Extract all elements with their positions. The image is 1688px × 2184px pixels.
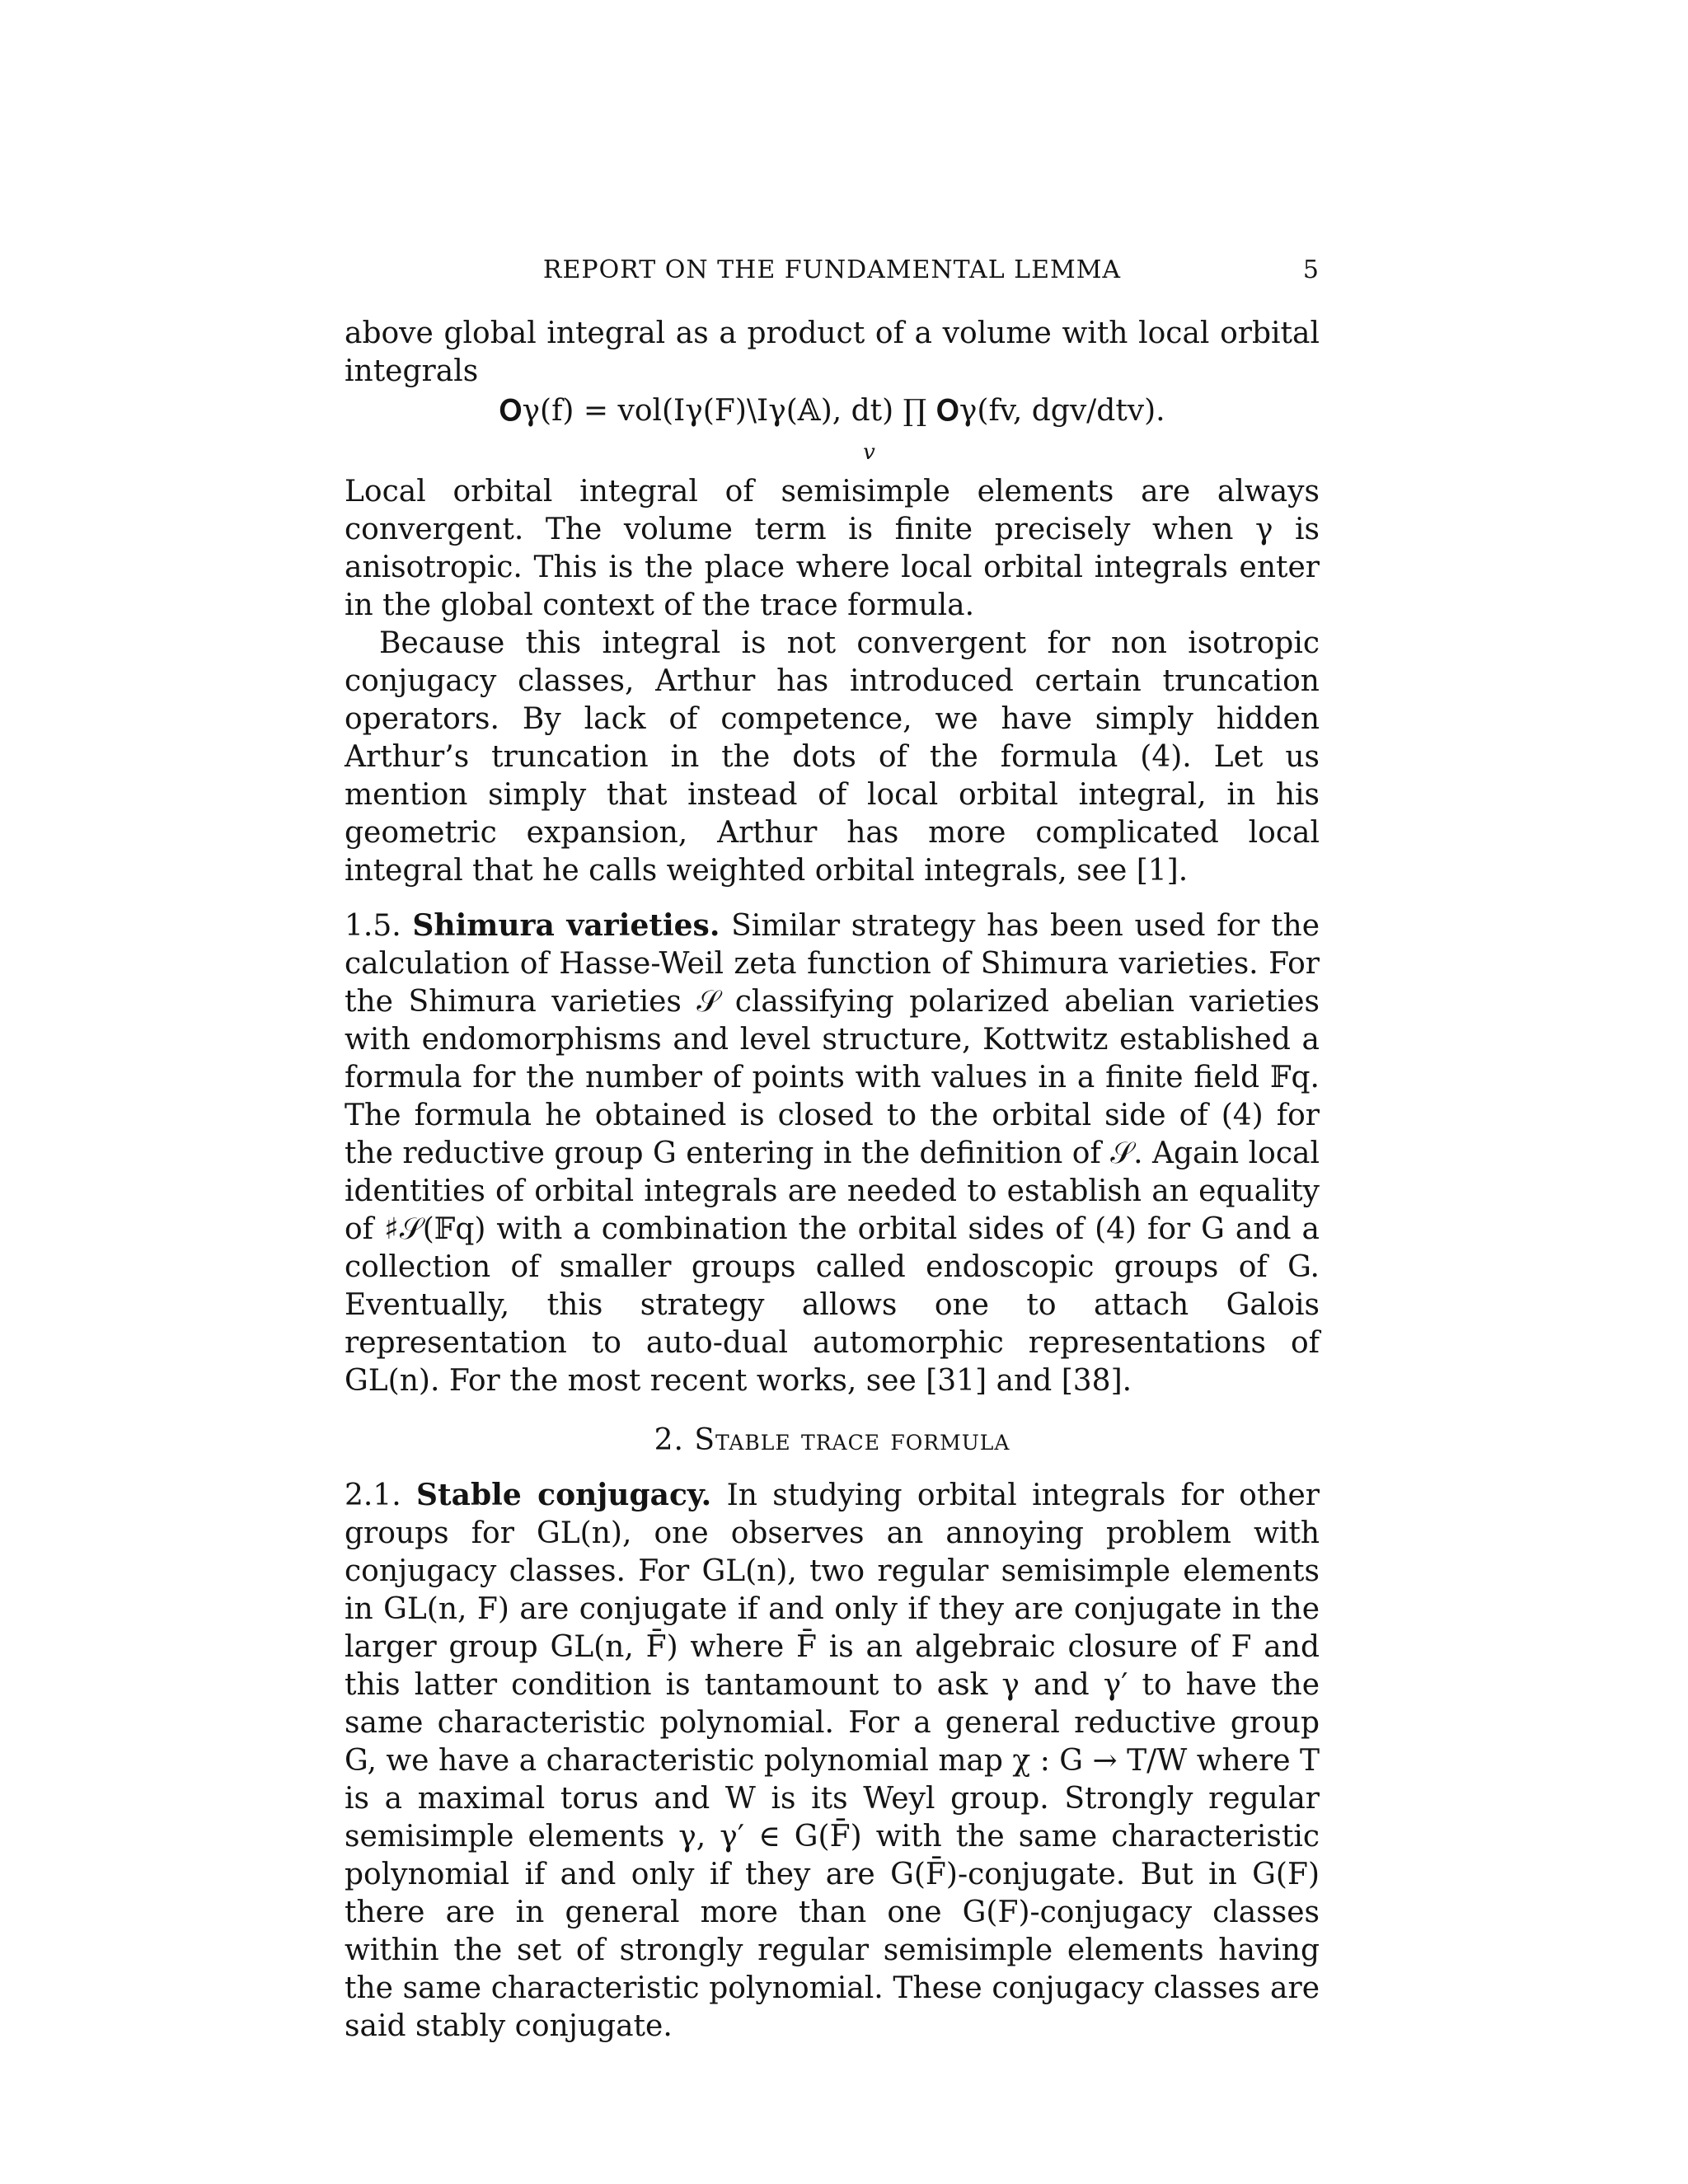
paragraph-truncation: Because this integral is not convergent for non isotropic conjugacy classes, Arthur has introduced certain truncation operators. By lack of competence, we have simply hidden Arthur’s truncation in the dots of the formula (4). Let us mention simply that instead of local orbital integral, in his geometric expansion, Arthur has more complicated local integral that he calls weighted orbital integrals, see [1]. bbox=[345, 626, 1320, 888]
equation-product-subscript: v bbox=[863, 440, 875, 465]
page-number: 5 bbox=[1302, 255, 1320, 284]
page-header bbox=[345, 255, 1320, 288]
section-heading: 2. Stable trace formula bbox=[654, 1423, 1010, 1457]
paragraph-convergence: Local orbital integral of semisimple elements are always convergent. The volume term is finite precisely when γ is anisotropic. This is the place where local orbital integrals enter in the global context of the trace formula. bbox=[345, 475, 1320, 622]
subsection-stable-conjugacy bbox=[345, 1476, 1320, 2046]
display-equation bbox=[345, 391, 1320, 473]
subsection-shimura bbox=[345, 907, 1320, 1400]
equation-main: 𝐎γ(f) = vol(Iγ(F)\Iγ(𝔸), dt) ∏ 𝐎γ(fv, dgv/dtv). bbox=[499, 394, 1165, 428]
subsection-number: 1.5. bbox=[345, 909, 401, 943]
subsection-text: Similar strategy has been used for the calculation of Hasse-Weil zeta function of Shimura varieties. For the Shimura varieties 𝒮 classifying polarized abelian varieties with endomorphisms and level structure, Kottwitz established a formula for the number of points with values in a finite field 𝔽q. The formula he obtained is closed to the orbital side of (4) for the reductive group G entering in the definition of 𝒮. Again local identities of orbital integrals are needed to establish an equality of ♯𝒮(𝔽q) with a combination the orbital sides of (4) for G and a collection of smaller groups called endoscopic groups of G. Eventually, this strategy allows one to attach Galois representation to auto-dual automorphic representations of GL(n). For the most recent works, see [31] and [38]. bbox=[345, 909, 1320, 1398]
page-body bbox=[345, 315, 1320, 2046]
running-title: REPORT ON THE FUNDAMENTAL LEMMA bbox=[542, 255, 1122, 284]
subsection-text: In studying orbital integrals for other groups for GL(n), one observes an annoying problem with conjugacy classes. For GL(n), two regular semisimple elements in GL(n, F) are conjugate if and only if they are conjugate in the larger group GL(n, F̄) where F̄ is an algebraic closure of F and this latter condition is tantamount to ask γ and γ′ to have the same characteristic polynomial. For a general reductive group G, we have a characteristic polynomial map χ : G → T/W where T is a maximal torus and W is its Weyl group. Strongly regular semisimple elements γ, γ′ ∈ G(F̄) with the same characteristic polynomial if and only if they are G(F̄)-conjugate. But in G(F) there are in general more than one G(F)-conjugacy classes within the set of strongly regular semisimple elements having the same characteristic polynomial. These conjugacy classes are said stably conjugate. bbox=[345, 1479, 1320, 2043]
subsection-title: Shimura varieties. bbox=[412, 908, 720, 943]
subsection-title: Stable conjugacy. bbox=[416, 1478, 712, 1512]
subsection-number: 2.1. bbox=[345, 1479, 401, 1512]
paragraph-continuation: above global integral as a product of a volume with local orbital integrals bbox=[345, 316, 1320, 388]
